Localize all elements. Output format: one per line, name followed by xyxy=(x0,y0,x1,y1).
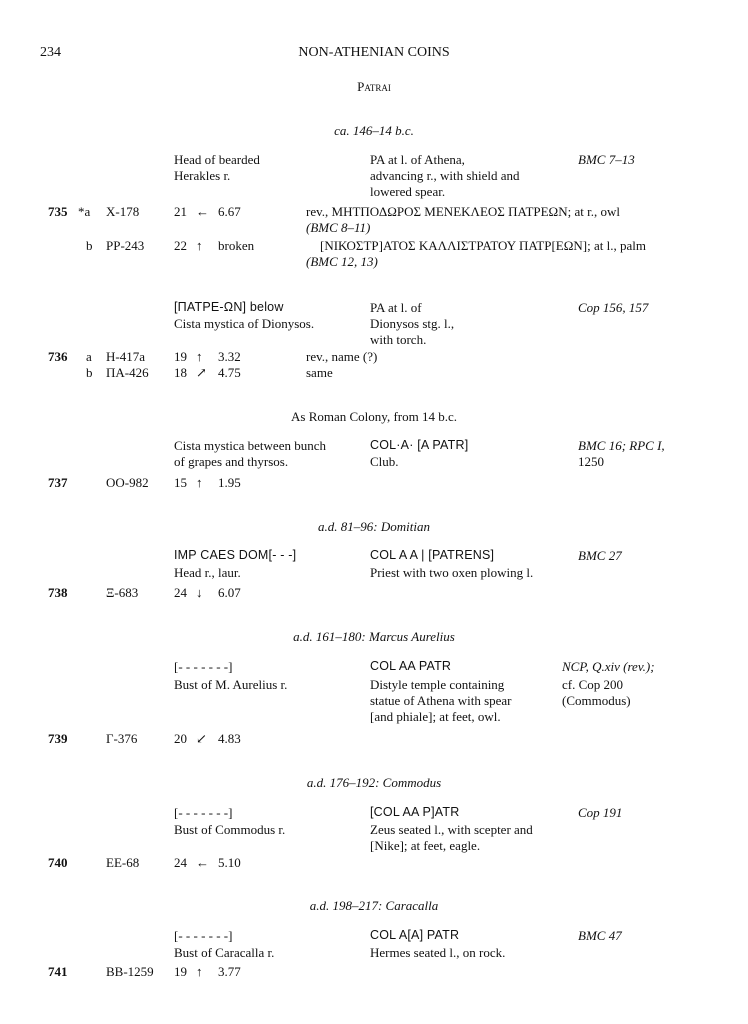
variant-mark: b xyxy=(86,365,93,380)
reference: BMC 16; RPC I, xyxy=(578,438,665,453)
reverse-legend: COL A[A] PATR xyxy=(370,928,460,942)
reference: NCP, Q.xiv (rev.); xyxy=(562,659,655,674)
die-axis-arrow: ↑ xyxy=(196,964,203,979)
diameter: 18 xyxy=(174,365,187,380)
reverse-line: lowered spear. xyxy=(370,184,446,199)
reference: 1250 xyxy=(578,454,604,469)
reverse-line: [and phiale]; at feet, owl. xyxy=(370,709,501,724)
obverse-line: [ΠΑΤΡΕ-ΩΝ] below xyxy=(174,300,284,314)
die-axis-arrow: ← xyxy=(196,204,209,219)
catalog-number: 735 xyxy=(48,204,68,219)
die-axis-arrow: ← xyxy=(196,855,209,870)
weight: 4.75 xyxy=(218,365,241,380)
obverse-line: Cista mystica of Dionysos. xyxy=(174,316,315,331)
variant-mark: a xyxy=(86,349,92,364)
diameter: 24 xyxy=(174,855,187,870)
catalog-number: 740 xyxy=(48,855,68,870)
die-axis-arrow: ↗ xyxy=(196,365,207,380)
diameter: 22 xyxy=(174,238,187,253)
reverse-line: with torch. xyxy=(370,332,427,347)
page-number: 234 xyxy=(40,45,61,60)
reference: Cop 191 xyxy=(578,805,623,820)
variant-mark: *a xyxy=(78,204,91,219)
catalog-number: 741 xyxy=(48,964,68,979)
obverse-line: of grapes and thyrsos. xyxy=(174,454,289,469)
reverse-line: [Nike]; at feet, eagle. xyxy=(370,838,481,853)
inventory-id: BB-1259 xyxy=(106,964,154,979)
date-heading: ca. 146–14 b.c. xyxy=(334,123,414,138)
reference: cf. Cop 200 xyxy=(562,677,624,692)
die-axis-arrow: ↑ xyxy=(196,349,203,364)
obverse-line: Bust of Commodus r. xyxy=(174,822,286,837)
reference: BMC 47 xyxy=(578,928,622,943)
catalog-number: 739 xyxy=(48,731,68,746)
running-title: NON-ATHENIAN COINS xyxy=(298,45,450,60)
weight: 3.77 xyxy=(218,964,241,979)
variant-note-ref: (BMC 8–11) xyxy=(306,220,371,235)
diameter: 24 xyxy=(174,585,187,600)
catalog-number: 736 xyxy=(48,349,68,364)
reverse-line: ΡΑ at l. of Athena, xyxy=(370,152,465,167)
reverse-line: Dionysos stg. l., xyxy=(370,316,455,331)
inventory-id: X-178 xyxy=(106,204,140,219)
date-heading: a.d. 81–96: Domitian xyxy=(318,519,430,534)
inventory-id: ΠΑ-426 xyxy=(106,365,149,380)
weight: 6.07 xyxy=(218,585,241,600)
reverse-line: Zeus seated l., with scepter and xyxy=(370,822,533,837)
reverse-line: Club. xyxy=(370,454,399,469)
reverse-line: ΡΑ at l. of xyxy=(370,300,422,315)
catalog-number: 738 xyxy=(48,585,68,600)
obverse-line: Cista mystica between bunch xyxy=(174,438,326,453)
reverse-legend: COL·A· [A PATR] xyxy=(370,438,469,452)
obverse-line: Head r., laur. xyxy=(174,565,241,580)
variant-note: rev., name (?) xyxy=(306,349,378,364)
variant-note: rev., ΜΗΤΠΟΔΩΡΟΣ ΜΕΝΕΚΛΕΟΣ ΠΑΤΡΕΩΝ; at r., owl xyxy=(306,204,620,219)
obverse-legend: [- - - - - - -] xyxy=(174,659,233,674)
reverse-line: Priest with two oxen plowing l. xyxy=(370,565,534,580)
inventory-id: OO-982 xyxy=(106,475,149,490)
inventory-id: Γ-376 xyxy=(106,731,138,746)
die-axis-arrow: ↙ xyxy=(196,731,207,746)
reverse-legend: COL AA PATR xyxy=(370,659,452,673)
inventory-id: PP-243 xyxy=(106,238,145,253)
weight: 1.95 xyxy=(218,475,241,490)
die-axis-arrow: ↑ xyxy=(196,475,203,490)
weight: 5.10 xyxy=(218,855,241,870)
reverse-legend: COL A A | [PATRENS] xyxy=(370,548,495,562)
variant-mark: b xyxy=(86,238,93,253)
obverse-legend: [- - - - - - -] xyxy=(174,805,233,820)
inventory-id: EE-68 xyxy=(106,855,140,870)
reverse-legend: [COL AA P]ATR xyxy=(370,805,460,819)
reference: (Commodus) xyxy=(562,693,631,708)
weight: 3.32 xyxy=(218,349,241,364)
obverse-legend: [- - - - - - -] xyxy=(174,928,233,943)
die-axis-arrow: ↓ xyxy=(196,585,203,600)
reverse-line: statue of Athena with spear xyxy=(370,693,512,708)
diameter: 21 xyxy=(174,204,187,219)
date-heading: a.d. 161–180: Marcus Aurelius xyxy=(293,629,455,644)
reference: BMC 27 xyxy=(578,548,622,563)
weight: 6.67 xyxy=(218,204,241,219)
reverse-line: Distyle temple containing xyxy=(370,677,505,692)
section-title: Patrai xyxy=(357,79,391,94)
obverse-legend: IMP CAES DOM[- - -] xyxy=(174,548,297,562)
diameter: 20 xyxy=(174,731,187,746)
diameter: 19 xyxy=(174,964,187,979)
reference: BMC 7–13 xyxy=(578,152,635,167)
weight: broken xyxy=(218,238,255,253)
weight: 4.83 xyxy=(218,731,241,746)
variant-note-ref: (BMC 12, 13) xyxy=(306,254,378,269)
obverse-line: Bust of M. Aurelius r. xyxy=(174,677,288,692)
catalog-number: 737 xyxy=(48,475,68,490)
variant-note: same xyxy=(306,365,333,380)
obverse-line: Herakles r. xyxy=(174,168,231,183)
obverse-line: Bust of Caracalla r. xyxy=(174,945,275,960)
obverse-line: Head of bearded xyxy=(174,152,260,167)
inventory-id: Ξ-683 xyxy=(106,585,139,600)
reverse-line: advancing r., with shield and xyxy=(370,168,520,183)
date-heading: a.d. 198–217: Caracalla xyxy=(309,898,439,913)
diameter: 19 xyxy=(174,349,187,364)
date-heading: As Roman Colony, from 14 b.c. xyxy=(291,409,457,424)
reverse-line: Hermes seated l., on rock. xyxy=(370,945,506,960)
variant-note: [ΝΙΚΟΣΤΡ]ΑΤΟΣ ΚΑΛΛΙΣΤΡΑΤΟΥ ΠΑΤΡ[ΕΩΝ]; at l., palm xyxy=(320,238,646,253)
die-axis-arrow: ↑ xyxy=(196,238,203,253)
date-heading: a.d. 176–192: Commodus xyxy=(306,775,442,790)
inventory-id: H-417a xyxy=(106,349,145,364)
diameter: 15 xyxy=(174,475,187,490)
reference: Cop 156, 157 xyxy=(578,300,649,315)
